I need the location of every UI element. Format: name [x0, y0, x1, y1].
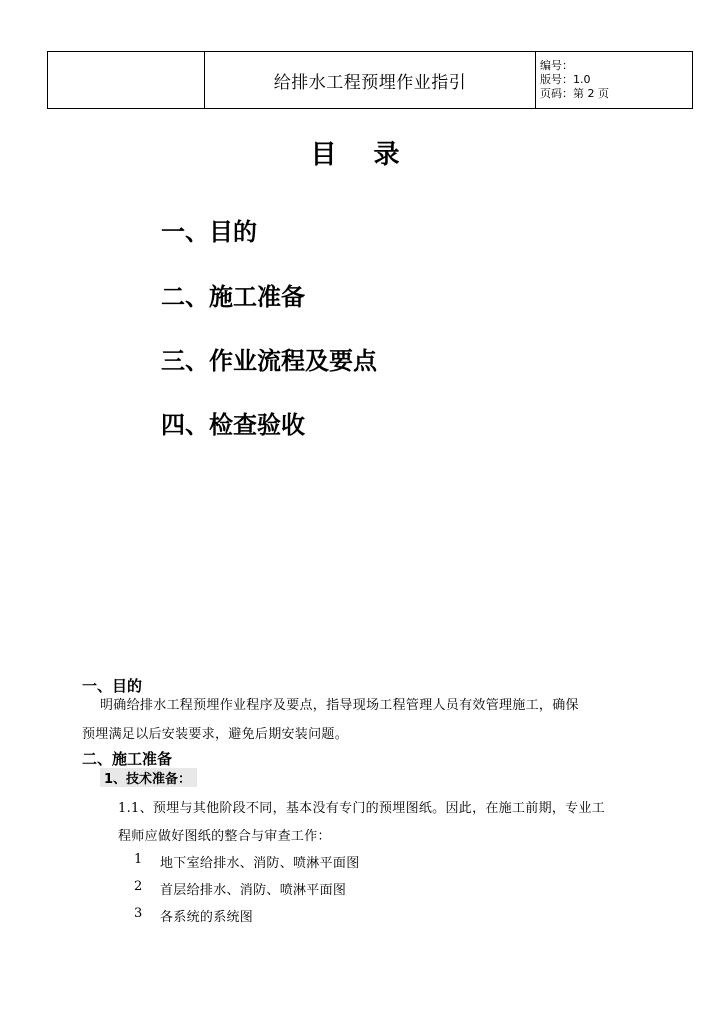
- section-heading-purpose: 一、目的: [82, 677, 143, 695]
- header-meta: [536, 52, 693, 109]
- header-logo-cell: [48, 52, 205, 109]
- toc-title: 目 录: [310, 140, 414, 170]
- toc-item-inspection: 四、检查验收: [161, 411, 305, 439]
- document-header: [47, 51, 693, 109]
- paragraph-line: 程师应做好图纸的整合与审查工作：: [118, 829, 331, 844]
- paragraph-line: 明确给排水工程预埋作业程序及要点，指导现场工程管理人员有效管理施工，确保: [100, 698, 579, 713]
- toc-item-process: 三、作业流程及要点: [161, 347, 377, 375]
- list-item: 地下室给排水、消防、喷淋平面图: [160, 856, 360, 871]
- list-item-number: 1: [134, 852, 143, 867]
- toc-item-purpose: 一、目的: [161, 218, 257, 246]
- toc-item-preparation: 二、施工准备: [161, 283, 305, 311]
- document-version: 版号：1.0: [540, 73, 591, 86]
- list-item: 首层给排水、消防、喷淋平面图: [160, 883, 347, 898]
- document-number: 编号：: [540, 59, 573, 72]
- list-item-number: 3: [134, 906, 143, 921]
- document-title: 给排水工程预埋作业指引: [205, 52, 536, 109]
- paragraph-line: 预埋满足以后安装要求，避免后期安装问题。: [82, 727, 349, 742]
- page-number: 页码：第 2 页: [540, 87, 609, 100]
- section-heading-preparation: 二、施工准备: [82, 750, 173, 768]
- list-item-number: 2: [134, 879, 143, 894]
- subsection-heading-technical: 1、技术准备：: [100, 768, 197, 787]
- paragraph-line: 1.1、预埋与其他阶段不同，基本没有专门的预埋图纸。因此，在施工前期，专业工: [118, 801, 606, 816]
- list-item: 各系统的系统图: [160, 910, 254, 925]
